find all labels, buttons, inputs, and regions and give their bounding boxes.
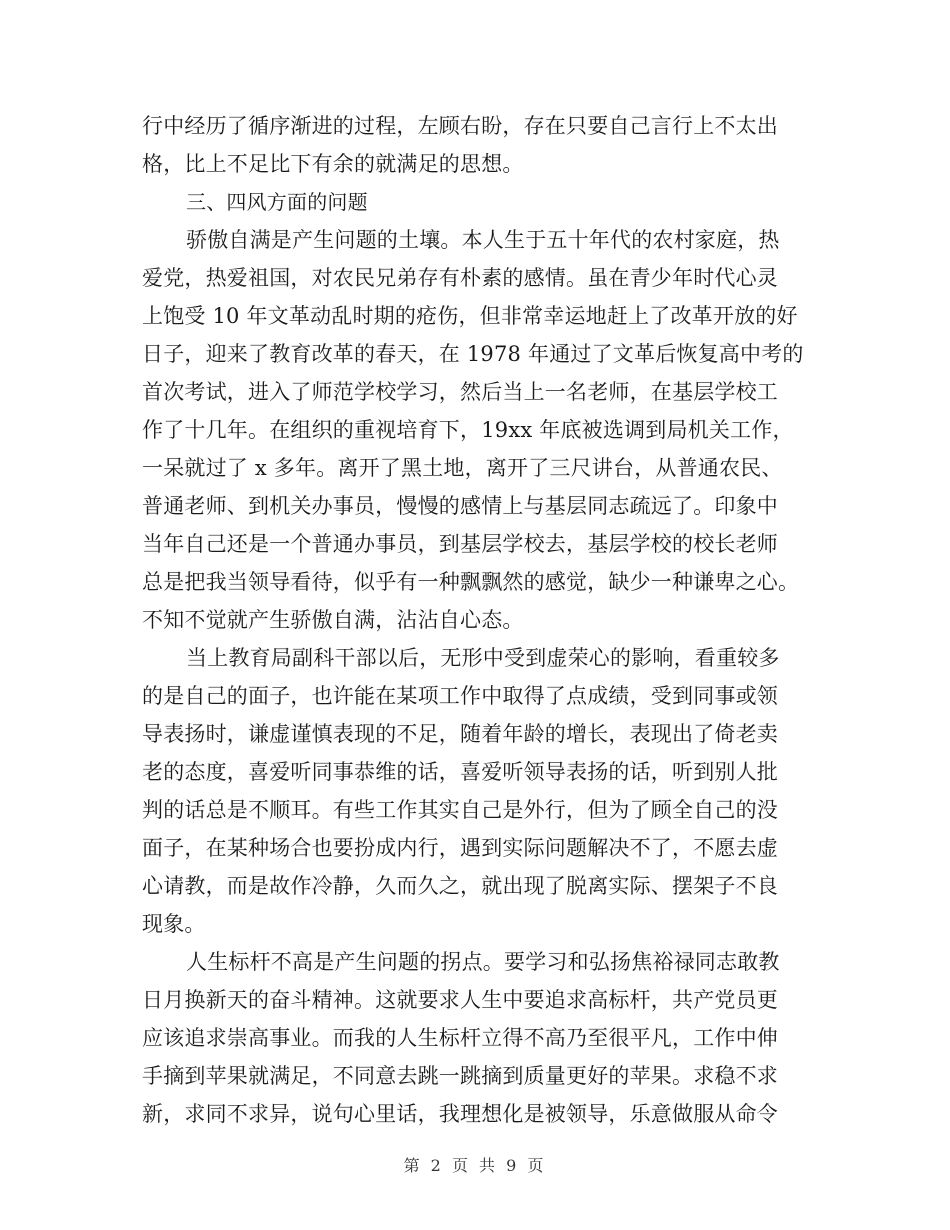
text-line: 当年自己还是一个普通办事员，到基层学校去，基层学校的校长老师 bbox=[142, 532, 778, 556]
text-line: 行中经历了循序渐进的过程，左顾右盼，存在只要自己言行上不太出 bbox=[142, 114, 778, 138]
text-line: 日月换新天的奋斗精神。这就要求人生中要追求高标杆，共产党员更 bbox=[142, 988, 778, 1012]
text-line: 心请教，而是故作冷静，久而久之，就出现了脱离实际、摆架子不良 bbox=[142, 874, 778, 898]
text-line: 首次考试，进入了师范学校学习，然后当上一名老师，在基层学校工 bbox=[142, 380, 778, 404]
text-line: 老的态度，喜爱听同事恭维的话，喜爱听领导表扬的话，听到别人批 bbox=[142, 760, 778, 784]
text-line: 作了十几年。在组织的重视培育下，19xx 年底被选调到局机关工作， bbox=[142, 418, 794, 442]
text-line: 应该追求崇高事业。而我的人生标杆立得不高乃至很平凡，工作中伸 bbox=[142, 1026, 778, 1050]
text-line: 爱党，热爱祖国，对农民兄弟存有朴素的感情。虽在青少年时代心灵 bbox=[142, 266, 778, 290]
text-line: 面子，在某种场合也要扮成内行，遇到实际问题解决不了，不愿去虚 bbox=[142, 836, 778, 860]
text-line: 普通老师、到机关办事员，慢慢的感情上与基层同志疏远了。印象中 bbox=[142, 494, 778, 518]
text-line: 格，比上不足比下有余的就满足的思想。 bbox=[142, 152, 524, 176]
text-line: 新，求同不求异，说句心里话，我理想化是被领导，乐意做服从命令 bbox=[142, 1102, 778, 1126]
text-line: 的是自己的面子，也许能在某项工作中取得了点成绩，受到同事或领 bbox=[142, 684, 778, 708]
text-line: 不知不觉就产生骄傲自满，沾沾自心态。 bbox=[142, 608, 524, 632]
section-heading: 三、四风方面的问题 bbox=[186, 190, 368, 214]
text-line: 手摘到苹果就满足，不同意去跳一跳摘到质量更好的苹果。求稳不求 bbox=[142, 1064, 778, 1088]
document-body bbox=[142, 107, 810, 1133]
paragraph-first-line: 当上教育局副科干部以后，无形中受到虚荣心的影响，看重较多 bbox=[186, 646, 780, 670]
text-line: 上饱受 10 年文革动乱时期的疮伤，但非常幸运地赶上了改革开放的好 bbox=[142, 304, 798, 328]
text-line: 判的话总是不顺耳。有些工作其实自己是外行，但为了顾全自己的没 bbox=[142, 798, 778, 822]
paragraph-first-line: 骄傲自满是产生问题的土壤。本人生于五十年代的农村家庭，热 bbox=[186, 228, 780, 252]
text-line: 现象。 bbox=[142, 912, 206, 936]
text-line: 日子，迎来了教育改革的春天，在 1978 年通过了文革后恢复高中考的 bbox=[142, 342, 804, 366]
text-line: 总是把我当领导看待，似乎有一种飘飘然的感觉，缺少一种谦卑之心。 bbox=[142, 570, 800, 594]
paragraph-first-line: 人生标杆不高是产生问题的拐点。要学习和弘扬焦裕禄同志敢教 bbox=[186, 950, 780, 974]
text-line: 一呆就过了 x 多年。离开了黑土地，离开了三尺讲台，从普通农民、 bbox=[142, 456, 783, 480]
page-number-footer: 第 2 页 共 9 页 bbox=[403, 1156, 547, 1175]
text-line: 导表扬时，谦虚谨慎表现的不足，随着年龄的增长，表现出了倚老卖 bbox=[142, 722, 778, 746]
